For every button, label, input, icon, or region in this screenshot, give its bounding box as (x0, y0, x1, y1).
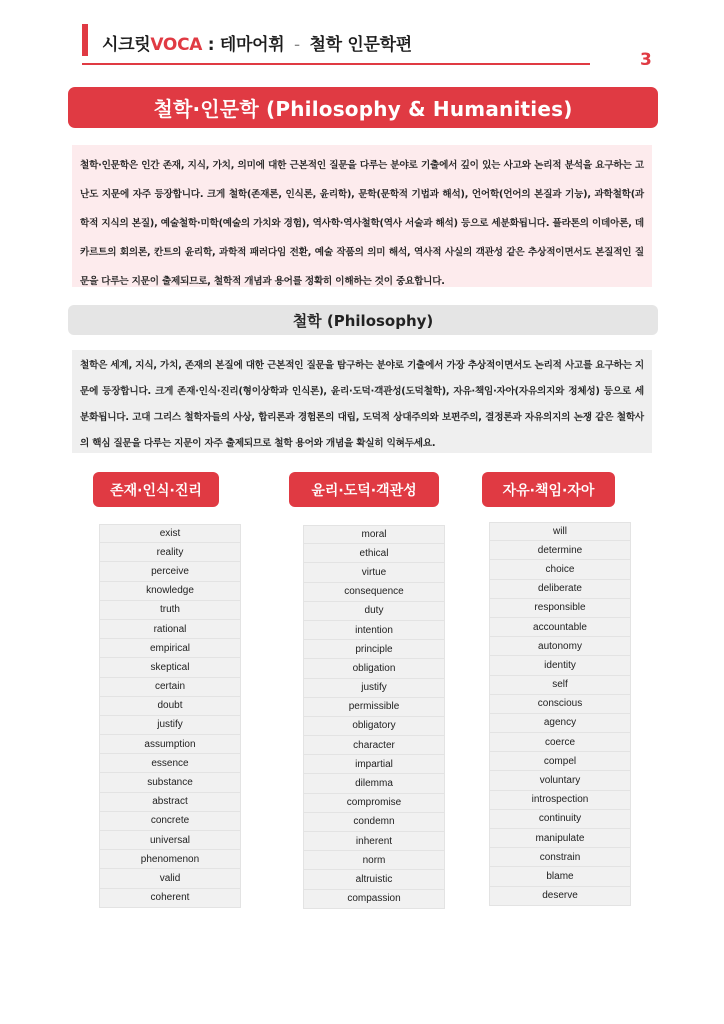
word-item: determine (489, 541, 631, 560)
word-item: virtue (303, 563, 445, 582)
header-topic: 철학 인문학편 (309, 35, 412, 55)
word-item: autonomy (489, 637, 631, 656)
word-item: obligation (303, 659, 445, 678)
word-item: substance (99, 773, 241, 792)
word-item: concrete (99, 812, 241, 831)
word-item: compel (489, 752, 631, 771)
word-item: ethical (303, 544, 445, 563)
word-item: principle (303, 640, 445, 659)
word-item: truth (99, 601, 241, 620)
word-item: exist (99, 524, 241, 543)
main-title-banner (68, 87, 658, 128)
category-label: 자유·책임·자아 (502, 482, 595, 499)
word-item: responsible (489, 599, 631, 618)
word-item: norm (303, 851, 445, 870)
word-item: coerce (489, 733, 631, 752)
category-label: 윤리·도덕·객관성 (311, 482, 417, 499)
word-item: justify (99, 716, 241, 735)
category-heading-ethics (289, 472, 439, 507)
word-item: accountable (489, 618, 631, 637)
intro-text: 철학·인문학은 인간 존재, 지식, 가치, 의미에 대한 근본적인 질문을 다루는 분야로 기출에서 깊이 있는 사고와 논리적 분석을 요구하는 고난도 지문에 자주 등장합니다. 크게 철학(존재론, 인식론, 윤리학), 문학(문학적 기법과 해석), 언어학(언어의 본질과 기능), 과학철학(과학적 지식의 본질), 예술철학·미학(예술의 가치와 경험), 역사학·역사철학(역사 서술과 해석) 등으로 세분화됩니다. 플라톤의 이데아론, 데카르트의 회의론, 칸트의 윤리학, 과학적 패러다임 전환, 예술 작품의 의미 해석, 역사적 사실의 객관성 같은 추상적이면서도 본질적인 질문을 다루는 지문이 출제되므로, 철학적 개념과 용어를 정확히 이해하는 것이 중요합니다. (80, 160, 644, 287)
word-item: obligatory (303, 717, 445, 736)
word-item: compromise (303, 794, 445, 813)
section-description: 철학은 세계, 지식, 가치, 존재의 본질에 대한 근본적인 질문을 탐구하는 분야로 기출에서 가장 추상적이면서도 논리적 사고를 요구하는 지문에 등장합니다. 크게 존재·인식·진리(형이상학과 인식론), 윤리·도덕·객관성(도덕철학), 자유·책임·자아(자유의지와 정체성) 등으로 세분화됩니다. 고대 그리스 철학자들의 사상, 합리론과 경험론의 대립, 도덕적 상대주의와 보편주의, 결정론과 자유의지의 논쟁 같은 철학사의 핵심 질문을 다루는 지문이 자주 출제되므로 철학 용어와 개념을 확실히 익혀두세요. (80, 360, 644, 449)
header-colon: : (207, 35, 215, 55)
word-item: character (303, 736, 445, 755)
word-list-ethics (303, 525, 445, 909)
header-accent-bar (82, 24, 88, 56)
word-item: deliberate (489, 580, 631, 599)
page-header (82, 24, 592, 66)
word-item: constrain (489, 848, 631, 867)
word-item: empirical (99, 639, 241, 658)
word-list-freedom (489, 522, 631, 906)
main-title: 철학·인문학 (Philosophy & Humanities) (153, 97, 573, 121)
word-item: self (489, 676, 631, 695)
word-item: justify (303, 679, 445, 698)
word-item: will (489, 522, 631, 541)
word-item: rational (99, 620, 241, 639)
word-item: permissible (303, 698, 445, 717)
word-item: knowledge (99, 582, 241, 601)
word-item: impartial (303, 755, 445, 774)
word-item: conscious (489, 695, 631, 714)
word-item: essence (99, 754, 241, 773)
word-item: reality (99, 543, 241, 562)
category-label: 존재·인식·진리 (110, 482, 202, 499)
intro-box (72, 145, 652, 287)
word-item: phenomenon (99, 850, 241, 869)
section-title: 철학 (Philosophy) (292, 311, 434, 330)
word-item: universal (99, 831, 241, 850)
word-item: dilemma (303, 774, 445, 793)
word-item: introspection (489, 791, 631, 810)
word-item: skeptical (99, 658, 241, 677)
word-item: agency (489, 714, 631, 733)
word-item: abstract (99, 793, 241, 812)
word-item: manipulate (489, 829, 631, 848)
brand-accent: VOCA (150, 35, 203, 55)
word-list-existence (99, 524, 241, 908)
word-item: moral (303, 525, 445, 544)
word-item: compassion (303, 890, 445, 909)
word-item: valid (99, 869, 241, 888)
section-title-banner (68, 305, 658, 335)
word-item: condemn (303, 813, 445, 832)
header-dash: - (294, 35, 300, 55)
word-item: voluntary (489, 771, 631, 790)
word-item: assumption (99, 735, 241, 754)
header-title (102, 30, 412, 55)
category-heading-existence (93, 472, 219, 507)
brand-prefix: 시크릿 (102, 35, 151, 55)
word-item: deserve (489, 887, 631, 906)
word-item: doubt (99, 697, 241, 716)
word-item: consequence (303, 583, 445, 602)
word-item: certain (99, 678, 241, 697)
word-item: coherent (99, 889, 241, 908)
word-item: duty (303, 602, 445, 621)
page-number: 3 (640, 50, 652, 70)
word-item: choice (489, 560, 631, 579)
word-item: continuity (489, 810, 631, 829)
word-item: altruistic (303, 870, 445, 889)
word-item: intention (303, 621, 445, 640)
word-item: perceive (99, 562, 241, 581)
word-item: inherent (303, 832, 445, 851)
word-item: blame (489, 867, 631, 886)
section-description-box (72, 350, 652, 453)
word-item: identity (489, 656, 631, 675)
header-subtitle: 테마어휘 (219, 35, 285, 55)
category-heading-freedom (482, 472, 615, 507)
header-underline (82, 63, 590, 65)
